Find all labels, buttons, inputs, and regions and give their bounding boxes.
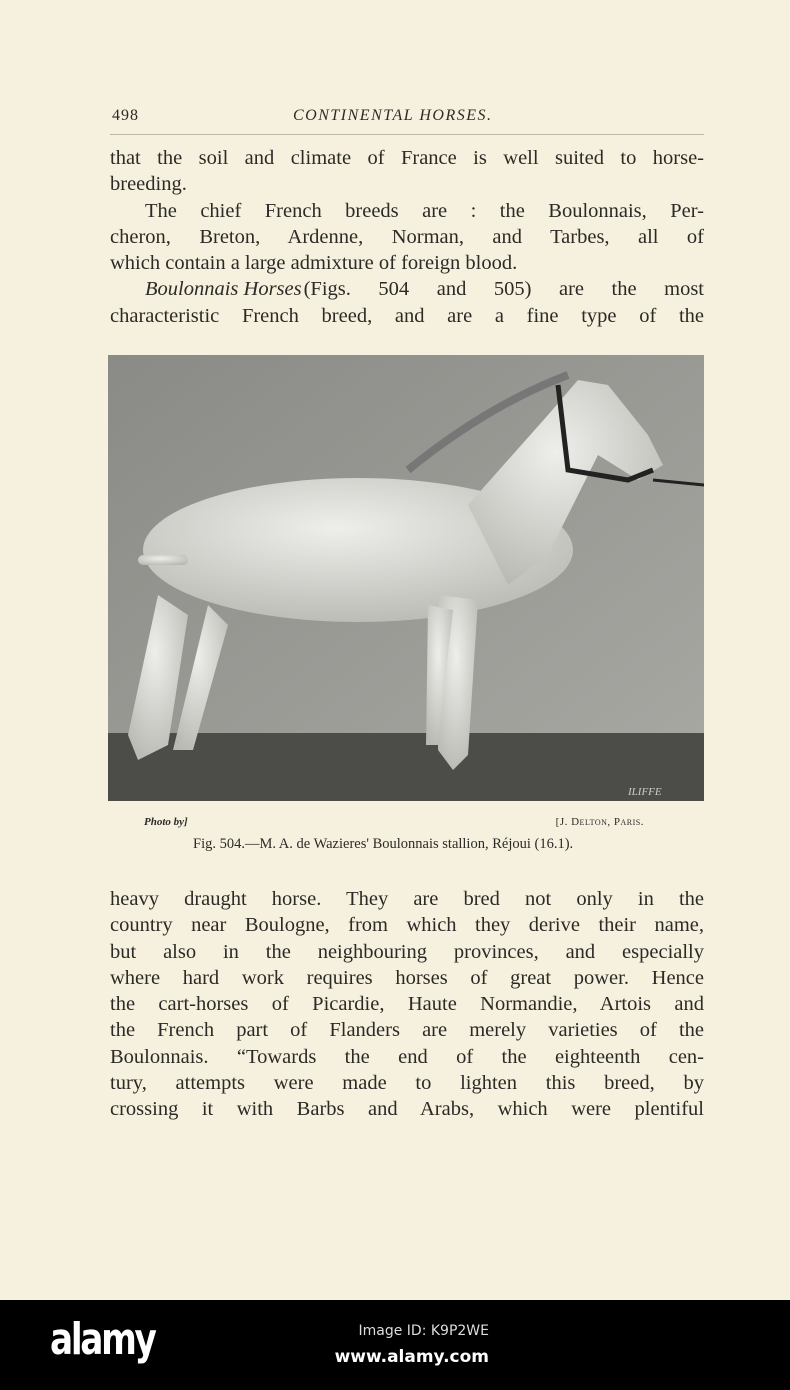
image-id: Image ID: K9P2WE [358,1323,489,1339]
text-line: cheron, Breton, Ardenne, Norman, and Tarbes, all of [110,225,704,248]
text-fragment: (Figs. 504 and 505) are the most [303,278,704,301]
text-line: crossing it with Barbs and Arabs, which were plentiful [110,1098,704,1121]
text-line: characteristic French breed, and are a fine type of the [110,304,704,327]
text-line-row [110,276,704,302]
page-number: 498 [112,107,139,124]
breed-name-italic: Boulonnais Horses [145,278,302,301]
photo-credit-left: Photo by] [144,816,188,828]
text-line: Boulonnais. “Towards the end of the eighteenth cen- [110,1045,704,1068]
text-line: which contain a large admixture of foreign blood. [110,252,518,275]
horse-photograph [108,355,704,801]
watermark-url: www.alamy.com [334,1347,489,1367]
text-line: country near Boulogne, from which they derive their name, [110,914,704,937]
photo-credit-right: [J. Delton, Paris. [555,816,644,828]
alamy-logo: alamy [50,1314,155,1365]
photo-credit [144,815,644,829]
text-line: heavy draught horse. They are bred not only in the [110,888,704,910]
body-text-bottom [110,886,704,1123]
text-line: the cart-horses of Picardie, Haute Normandie, Artois and [110,993,704,1016]
text-line: tury, attempts were made to lighten this breed, by [110,1072,704,1095]
running-title: CONTINENTAL HORSES. [293,107,493,124]
text-line: where hard work requires horses of great power. Hence [110,966,704,989]
text-line: but also in the neighbouring provinces, and especially [110,940,704,963]
body-text-top [110,145,704,329]
engraver-signature: ILIFFE [628,786,662,798]
watermark-bar [0,1300,790,1390]
figure-caption: Fig. 504.—M. A. de Wazieres' Boulonnais stallion, Réjoui (16.1). [193,836,574,852]
text-line: The chief French breeds are : the Boulonnais, Per- [145,199,704,222]
text-line: the French part of Flanders are merely varieties of the [110,1019,704,1042]
header-rule [110,134,704,135]
text-line: breeding. [110,173,187,196]
text-line: that the soil and climate of France is well suited to horse- [110,147,704,169]
